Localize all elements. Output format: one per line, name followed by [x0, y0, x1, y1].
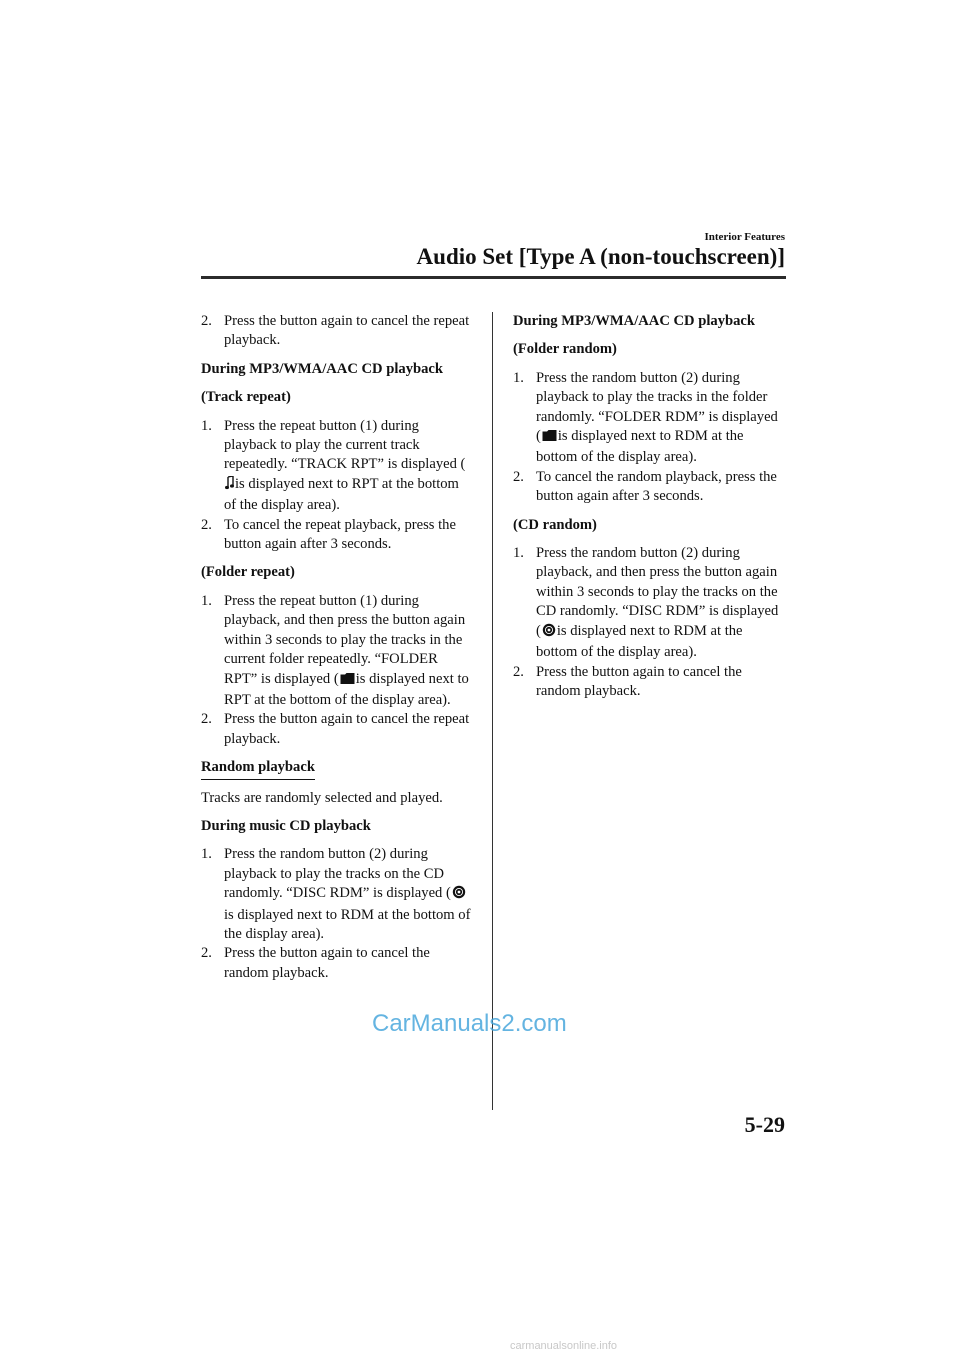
heading-folder-random: (Folder random): [513, 341, 617, 358]
list-text: Press the repeat button (1) during playback, and then press the button again within 3 seconds to play the tracks in the current folder repeatedly. “FOLDER RPT” is displayed (: [224, 592, 466, 687]
list-number: 1.: [513, 545, 524, 562]
heading-cd-random: (CD random): [513, 516, 597, 533]
folder-repeat-list: [201, 592, 473, 749]
watermark-logo: CarManuals2.com: [372, 1010, 567, 1037]
folder-random-list: [513, 369, 785, 507]
list-text: is displayed next to RDM at the bottom of the display area).: [536, 428, 744, 466]
folder-icon: [340, 672, 355, 691]
list-item: [513, 369, 785, 468]
list-text: Press the repeat button (1) during playback to play the current track repeatedly. “TRACK RPT” is displayed (: [224, 417, 466, 473]
list-number: 2.: [513, 663, 524, 680]
list-item: [201, 944, 473, 983]
list-item: [513, 663, 785, 702]
list-text: To cancel the repeat playback, press the button again after 3 seconds.: [224, 516, 456, 553]
list-text: Press the random button (2) during playback to play the tracks on the CD randomly. “DISC RDM” is displayed (: [224, 846, 451, 902]
column-divider: [492, 312, 493, 1110]
heading-track-repeat: (Track repeat): [201, 389, 291, 406]
right-column: [513, 312, 785, 710]
list-item: [513, 468, 785, 507]
header-rule: [201, 276, 786, 279]
list-item: [201, 710, 473, 749]
list-item: [513, 544, 785, 662]
list-number: 2.: [201, 711, 212, 728]
list-text: Press the button again to cancel the repeat playback.: [224, 313, 470, 349]
disc-icon: [452, 885, 466, 905]
list-text: is displayed next to RPT at the bottom of the display area).: [224, 475, 459, 514]
list-item: [201, 592, 473, 710]
list-number: 1.: [201, 592, 212, 609]
continued-list: [201, 312, 473, 351]
page-number: 5-29: [744, 1112, 785, 1137]
heading-mp3-playback: During MP3/WMA/AAC CD playback: [201, 360, 444, 377]
header-section-label: Interior Features: [704, 231, 785, 243]
list-number: 2.: [201, 516, 212, 533]
page-title: Audio Set [Type A (non-touchscreen)]: [416, 244, 785, 269]
music-note-icon: [225, 476, 234, 496]
list-text: Press the button again to cancel the random playback.: [536, 663, 742, 699]
heading-random-playback: Random playback: [201, 758, 315, 779]
list-text: To cancel the random playback, press the button again after 3 seconds.: [536, 468, 777, 505]
list-text: Press the random button (2) during playback, and then press the button again within 3 seconds to play the tracks on the CD randomly. “DISC RDM” is displayed (: [536, 545, 779, 639]
footer-watermark: carmanualsonline.info: [510, 1340, 618, 1352]
list-number: 1.: [201, 846, 212, 863]
random-intro-text: Tracks are randomly selected and played.: [201, 789, 443, 806]
list-item: [201, 516, 473, 555]
list-number: 1.: [513, 369, 524, 386]
heading-music-cd-playback: During music CD playback: [201, 817, 371, 834]
music-cd-random-list: [201, 845, 473, 983]
list-number: 2.: [201, 945, 212, 962]
cd-random-list: [513, 544, 785, 701]
list-number: 2.: [513, 468, 524, 485]
heading-mp3-playback: During MP3/WMA/AAC CD playback: [513, 313, 756, 329]
list-number: 1.: [201, 417, 212, 434]
track-repeat-list: [201, 417, 473, 555]
heading-folder-repeat: (Folder repeat): [201, 564, 295, 581]
disc-icon: [542, 623, 556, 643]
list-number: 2.: [201, 313, 212, 329]
list-text: is displayed next to RDM at the bottom of the display area).: [536, 622, 743, 661]
list-text: Press the random button (2) during playback to play the tracks in the folder randomly. “FOLDER RDM” is displayed (: [536, 369, 778, 445]
list-text: Press the button again to cancel the repeat playback.: [224, 711, 470, 747]
list-text: is displayed next to RPT at the bottom of the display area).: [224, 670, 469, 708]
list-item: [201, 845, 473, 944]
list-item: [201, 417, 473, 516]
folder-icon: [542, 429, 557, 448]
list-text: Press the button again to cancel the random playback.: [224, 945, 430, 981]
left-column: [201, 312, 473, 992]
list-text: is displayed next to RDM at the bottom of the display area).: [224, 906, 471, 942]
list-item: [201, 312, 473, 351]
